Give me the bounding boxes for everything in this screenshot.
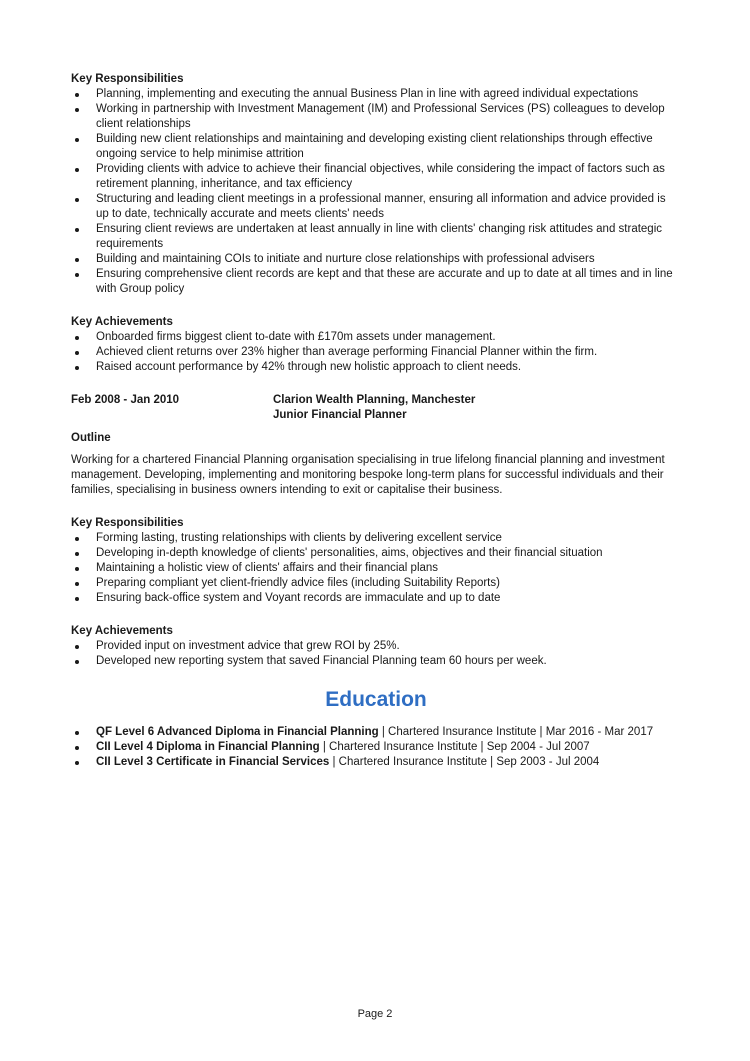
list-item: Onboarded firms biggest client to-date with £170m assets under management. (71, 330, 681, 345)
list-item: Achieved client returns over 23% higher than average performing Financial Planner within the firm. (71, 345, 681, 360)
key-achievements-heading: Key Achievements (71, 625, 173, 637)
key-responsibilities-heading: Key Responsibilities (71, 517, 184, 529)
qualification-name: CII Level 3 Certificate in Financial Services (96, 756, 330, 768)
resume-page-content (71, 72, 681, 770)
job-title: Junior Financial Planner (273, 409, 407, 421)
list-item: Ensuring back-office system and Voyant records are immaculate and up to date (71, 591, 681, 606)
list-item: Preparing compliant yet client-friendly advice files (including Suitability Reports) (71, 576, 681, 591)
qualification-name: QF Level 6 Advanced Diploma in Financial Planning (96, 726, 379, 738)
achievements-list (71, 639, 681, 669)
qualification-details: | Chartered Insurance Institute | Sep 2004 - Jul 2007 (319, 741, 590, 753)
qualification-name: CII Level 4 Diploma in Financial Planning (96, 741, 320, 753)
list-item: Raised account performance by 42% through new holistic approach to client needs. (71, 360, 681, 375)
role-info (273, 393, 475, 423)
junior-planner-role-section (71, 393, 681, 669)
list-item: Ensuring client reviews are undertaken at least annually in line with clients' changing risk attitudes and strategic requirements (71, 222, 681, 252)
qualification-details: | Chartered Insurance Institute | Mar 2016 - Mar 2017 (378, 726, 654, 738)
outline-heading: Outline (71, 432, 111, 444)
responsibilities-list (71, 531, 681, 606)
page-number: Page 2 (357, 1008, 393, 1020)
key-responsibilities-heading: Key Responsibilities (71, 73, 184, 85)
role-dates: Feb 2008 - Jan 2010 (71, 394, 180, 406)
responsibilities-list (71, 87, 681, 297)
previous-role-section (71, 72, 681, 375)
education-section (71, 687, 681, 770)
education-heading: Education (325, 688, 427, 711)
list-item: Building new client relationships and maintaining and developing existing client relationships through effective ongoing service to help minimise attrition (71, 132, 681, 162)
list-item: Maintaining a holistic view of clients' affairs and their financial plans (71, 561, 681, 576)
list-item: Provided input on investment advice that grew ROI by 25%. (71, 639, 681, 654)
qualification-details: | Chartered Insurance Institute | Sep 2003 - Jul 2004 (329, 756, 600, 768)
role-header (71, 393, 681, 423)
list-item: Developing in-depth knowledge of clients' personalities, aims, objectives and their financial situation (71, 546, 681, 561)
list-item: Structuring and leading client meetings in a professional manner, ensuring all information and advice provided is up to date, technically accurate and meets clients' needs (71, 192, 681, 222)
company-name: Clarion Wealth Planning, Manchester (273, 394, 476, 406)
education-item (71, 755, 681, 770)
education-item (71, 740, 681, 755)
key-achievements-heading: Key Achievements (71, 316, 173, 328)
list-item: Building and maintaining COIs to initiate and nurture close relationships with professional advisers (71, 252, 681, 267)
education-list (71, 725, 681, 770)
list-item: Providing clients with advice to achieve their financial objectives, while considering the impact of factors such as retirement planning, inheritance, and tax efficiency (71, 162, 681, 192)
list-item: Planning, implementing and executing the annual Business Plan in line with agreed individual expectations (71, 87, 681, 102)
list-item: Forming lasting, trusting relationships with clients by delivering excellent service (71, 531, 681, 546)
list-item: Working in partnership with Investment Management (IM) and Professional Services (PS) colleagues to develop client relationships (71, 102, 681, 132)
education-item (71, 725, 681, 740)
list-item: Ensuring comprehensive client records are kept and that these are accurate and up to date at all times and in line with Group policy (71, 267, 681, 297)
achievements-list (71, 330, 681, 375)
outline-paragraph: Working for a chartered Financial Planning organisation specialising in true lifelong financial planning and investment management. Developing, implementing and monitoring bespoke long-term plans for successful individuals and their families, specialising in business owners intending to exit or capitalise their business. (71, 454, 665, 496)
list-item: Developed new reporting system that saved Financial Planning team 60 hours per week. (71, 654, 681, 669)
